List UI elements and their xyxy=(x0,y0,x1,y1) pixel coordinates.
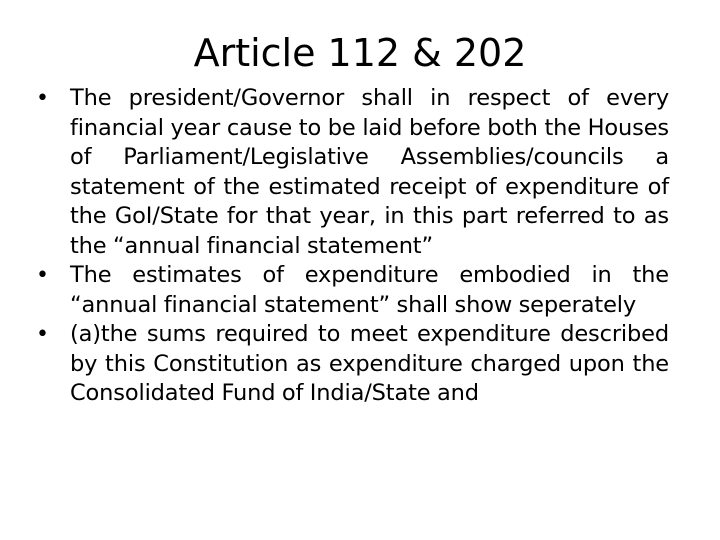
bullet-icon: • xyxy=(36,263,49,288)
bullet-text: (a)the sums required to meet expenditure described by this Constitution as expenditure charged upon the Consolidated Fund of India/State and xyxy=(70,321,669,406)
bullet-icon: • xyxy=(36,86,49,111)
bullet-text: The president/Governor shall in respect of every financial year cause to be laid before both the Houses of Parliament/Legislative Assemblies/councils a statement of the estimated receipt of expenditure of the GoI/State for that year, in this part referred to as the “annual financial statement” xyxy=(70,85,669,259)
bullet-text: The estimates of expenditure embodied in the “annual financial statement” shall show seperately xyxy=(70,262,669,318)
bullet-list xyxy=(36,84,669,409)
bullet-icon: • xyxy=(36,322,49,347)
bullet-item xyxy=(36,84,669,261)
slide-title: Article 112 & 202 xyxy=(193,31,527,75)
bullet-item xyxy=(36,261,669,320)
bullet-item xyxy=(36,320,669,409)
